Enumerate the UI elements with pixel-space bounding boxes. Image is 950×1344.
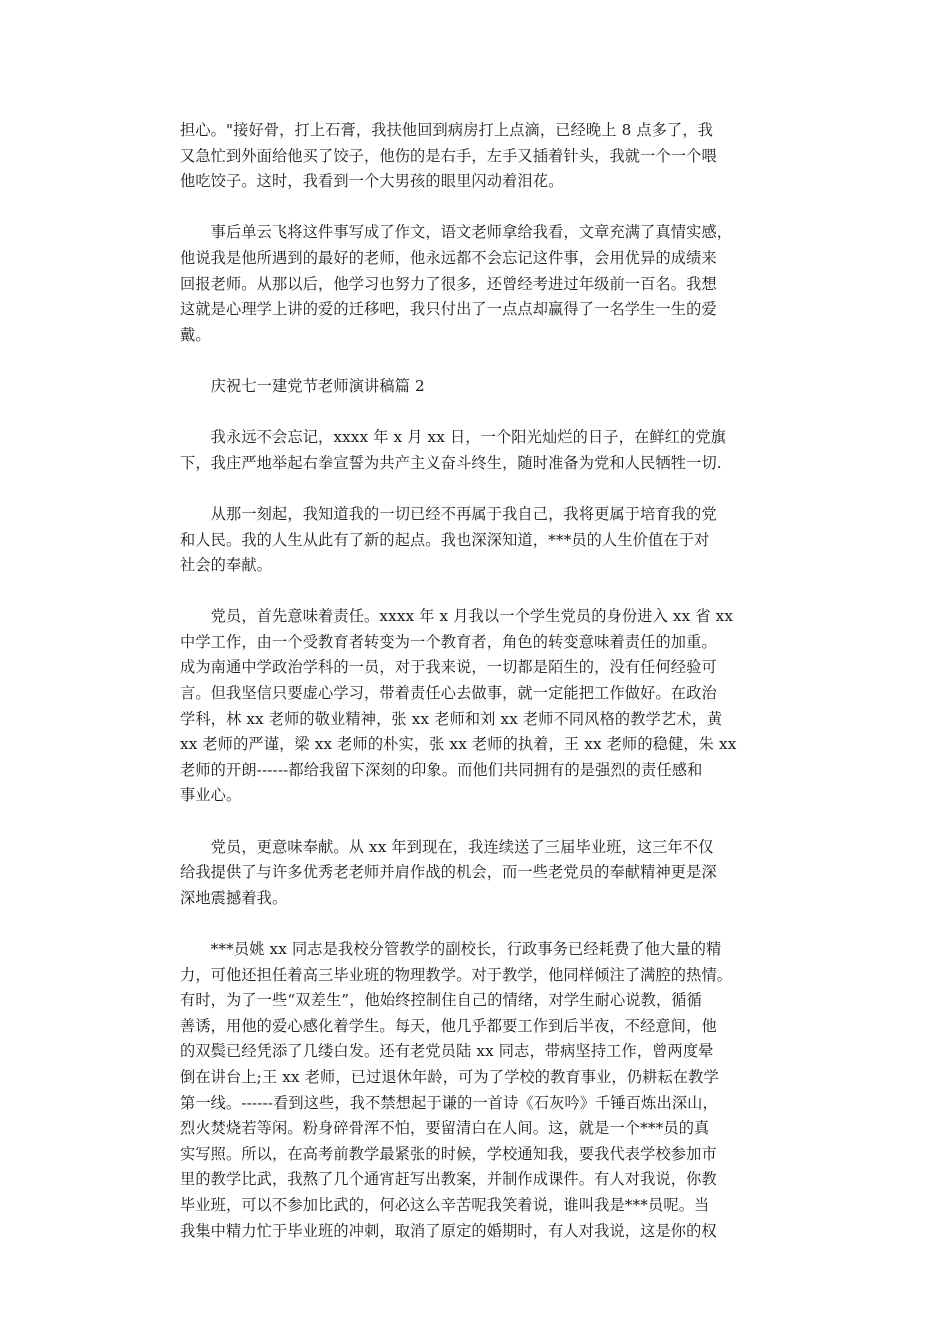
paragraph-gap xyxy=(180,195,780,221)
text-line: 的双鬓已经凭添了几缕白发。还有老党员陆 xx 同志，带病坚持工作，曾两度晕 xyxy=(180,1042,714,1061)
paragraph-p4 xyxy=(180,502,780,579)
text-line: 老师的开朗------都给我留下深刻的印象。而他们共同拥有的是强烈的责任感和 xyxy=(180,760,703,779)
text-line: 倒在讲台上;王 xx 老师，已过退休年龄，可为了学校的教育事业，仍耕耘在教学 xyxy=(180,1067,719,1086)
paragraph-gap xyxy=(180,348,780,374)
document-page xyxy=(180,118,780,1244)
text-line: 实写照。所以，在高考前教学最紧张的时候，学校通知我，要我代表学校参加市 xyxy=(180,1144,717,1163)
paragraph-gap xyxy=(180,911,780,937)
text-line: 第一线。------看到这些，我不禁想起于谦的一首诗《石灰吟》千锤百炼出深山， xyxy=(180,1093,718,1112)
text-line: 我集中精力忙于毕业班的冲刺，取消了原定的婚期时，有人对我说，这是你的权 xyxy=(180,1221,717,1240)
text-line: 回报老师。从那以后，他学习也努力了很多，还曾经考进过年级前一百名。我想 xyxy=(180,274,717,293)
text-line: ***员姚 xx 同志是我校分管教学的副校长，行政事务已经耗费了他大量的精 xyxy=(180,940,722,958)
paragraph-p5 xyxy=(180,604,780,809)
text-line: 我永远不会忘记，xxxx 年 x 月 xx 日，一个阳光灿烂的日子，在鲜红的党旗 xyxy=(180,428,727,447)
text-line: 烈火焚烧若等闲。粉身碎骨浑不怕，要留清白在人间。这，就是一个***员的真 xyxy=(180,1119,710,1138)
text-line: 深地震撼着我。 xyxy=(180,888,288,907)
text-line: 党员，首先意味着责任。xxxx 年 x 月我以一个学生党员的身份进入 xx 省 xx xyxy=(180,607,734,626)
text-line: 学科，林 xx 老师的敬业精神，张 xx 老师和刘 xx 老师不同风格的教学艺术，黄 xyxy=(180,709,723,728)
text-line: 担心。"接好骨，打上石膏，我扶他回到病房打上点滴，已经晚上 8 点多了，我 xyxy=(180,121,714,139)
text-line: 党员，更意味奉献。从 xx 年到现在，我连续送了三届毕业班，这三年不仅 xyxy=(180,837,714,856)
paragraph-p7 xyxy=(180,937,780,1244)
text-line: 事后单云飞将这件事写成了作文，语文老师拿给我看，文章充满了真情实感， xyxy=(180,223,733,242)
text-line: 从那一刻起，我知道我的一切已经不再属于我自己，我将更属于培育我的党 xyxy=(180,504,717,523)
paragraph-p2 xyxy=(180,220,780,348)
paragraph-p3 xyxy=(180,425,780,476)
paragraph-gap xyxy=(180,809,780,835)
section-title xyxy=(180,374,780,400)
text-line: 庆祝七一建党节老师演讲稿篇 2 xyxy=(180,376,425,395)
paragraph-gap xyxy=(180,579,780,605)
text-line: 下，我庄严地举起右拳宣誓为共产主义奋斗终生，随时准备为党和人民牺牲一切. xyxy=(180,453,722,472)
text-line: 又急忙到外面给他买了饺子，他伤的是右手，左手又插着针头，我就一个一个喂 xyxy=(180,146,717,165)
text-line: 事业心。 xyxy=(180,786,242,805)
text-line: 他吃饺子。这时，我看到一个大男孩的眼里闪动着泪花。 xyxy=(180,172,564,191)
text-line: 毕业班，可以不参加比武的，何必这么辛苦呢我笑着说，谁叫我是***员呢。当 xyxy=(180,1195,710,1214)
text-line: 中学工作，由一个受教育者转变为一个教育者，角色的转变意味着责任的加重。 xyxy=(180,632,717,651)
paragraph-p1 xyxy=(180,118,780,195)
text-line: 他说我是他所遇到的最好的老师，他永远都不会忘记这件事，会用优异的成绩来 xyxy=(180,248,717,267)
text-line: 戴。 xyxy=(180,325,211,344)
text-line: 这就是心理学上讲的爱的迁移吧，我只付出了一点点却赢得了一名学生一生的爱 xyxy=(180,300,717,319)
paragraph-gap xyxy=(180,476,780,502)
paragraph-p6 xyxy=(180,835,780,912)
text-line: xx 老师的严谨，梁 xx 老师的朴实，张 xx 老师的执着，王 xx 老师的稳健，朱 xx xyxy=(180,735,737,754)
text-line: 里的教学比武，我熬了几个通宵赶写出教案，并制作成课件。有人对我说，你教 xyxy=(180,1170,717,1189)
text-line: 有时，为了一些“双差生”，他始终控制住自己的情绪，对学生耐心说教，循循 xyxy=(180,991,702,1010)
text-line: 善诱，用他的爱心感化着学生。每天，他几乎都要工作到后半夜，不经意间，他 xyxy=(180,1016,717,1035)
text-line: 成为南通中学政治学科的一员，对于我来说，一切都是陌生的，没有任何经验可 xyxy=(180,658,717,677)
text-line: 社会的奉献。 xyxy=(180,556,273,575)
paragraph-gap xyxy=(180,400,780,426)
text-line: 给我提供了与许多优秀老老师并肩作战的机会，而一些老党员的奉献精神更是深 xyxy=(180,863,717,882)
text-line: 力，可他还担任着高三毕业班的物理教学。对于教学，他同样倾注了满腔的热情。 xyxy=(180,965,733,984)
text-line: 言。但我坚信只要虚心学习，带着责任心去做事，就一定能把工作做好。在政治 xyxy=(180,684,717,703)
text-line: 和人民。我的人生从此有了新的起点。我也深深知道，***员的人生价值在于对 xyxy=(180,530,710,549)
